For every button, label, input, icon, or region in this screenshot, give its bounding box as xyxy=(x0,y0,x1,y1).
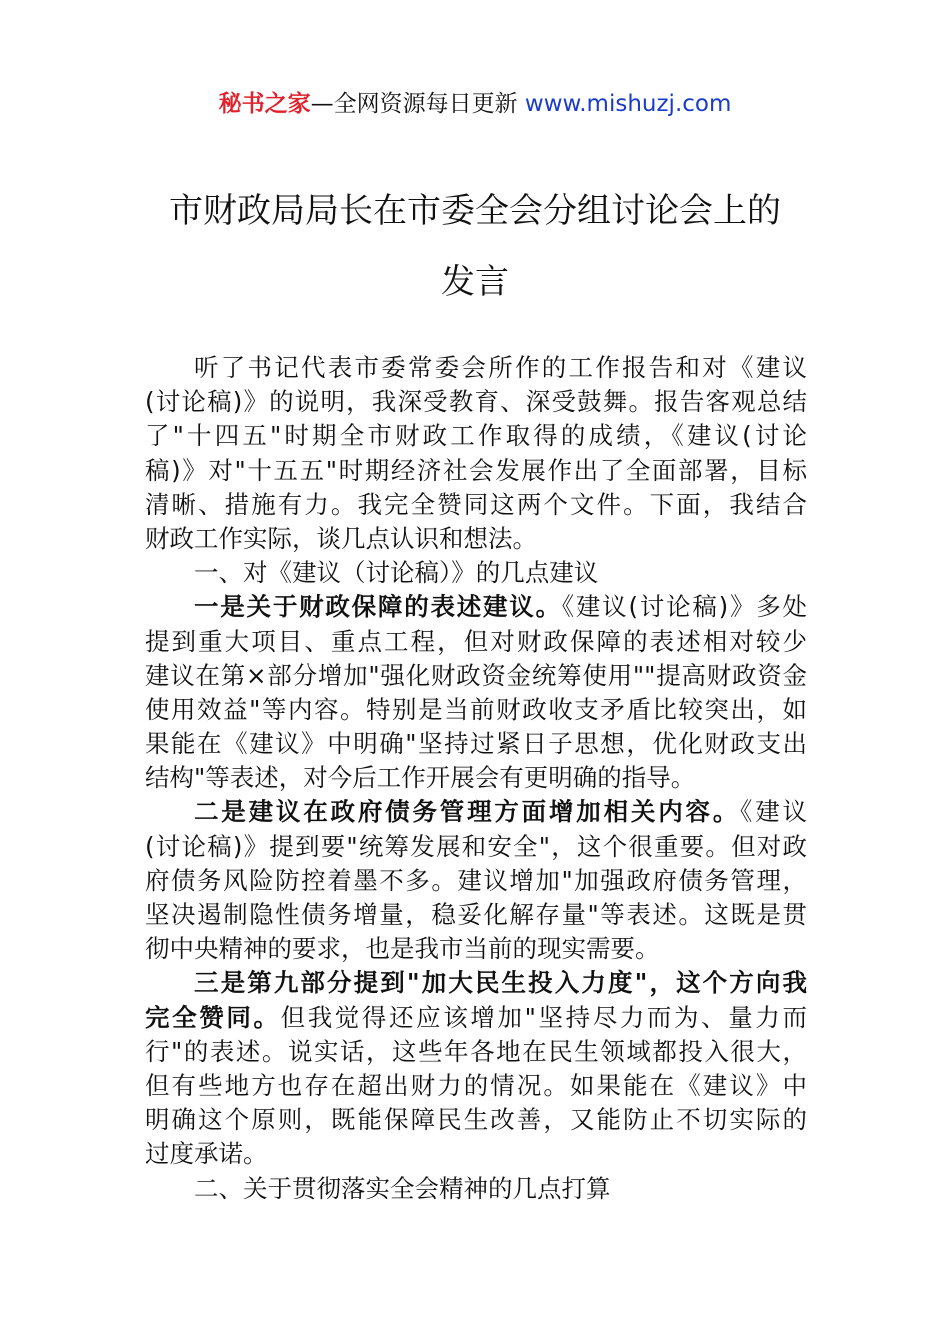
text-line xyxy=(145,659,807,693)
text-run: 行"的表述。说实话，这些年各地在民生领域都投入很大， xyxy=(145,1036,807,1066)
text-line xyxy=(145,556,807,590)
text-line xyxy=(145,590,807,624)
text-run: 明确这个原则，既能保障民生改善，又能防止不切实际的 xyxy=(145,1105,807,1135)
text-run: 结构"等表述，对今后工作开展会有更明确的指导。 xyxy=(145,763,696,793)
brand-name: 秘书之家 xyxy=(218,91,311,117)
text-run: 清晰、措施有力。我完全赞同这两个文件。下面，我结合 xyxy=(145,489,807,519)
text-line xyxy=(145,727,807,761)
site-url: www.mishuzj.com xyxy=(524,91,732,117)
text-line xyxy=(145,898,807,932)
text-line xyxy=(145,351,807,385)
text-run: 果能在《建议》中明确"坚持过紧日子思想，优化财政支出 xyxy=(145,729,807,759)
text-line xyxy=(145,1103,807,1137)
text-run: (讨论稿)》提到要"统筹发展和安全"，这个很重要。但对政 xyxy=(145,831,807,861)
text-line xyxy=(145,864,807,898)
text-line xyxy=(145,1172,807,1206)
text-run: 使用效益"等内容。特别是当前财政收支矛盾比较突出，如 xyxy=(145,694,807,724)
text-line xyxy=(145,419,807,453)
bold-text: 二是建议在政府债务管理方面增加相关内容。 xyxy=(194,797,741,827)
text-line xyxy=(145,522,807,556)
document-body xyxy=(145,351,807,1206)
text-run: 二、关于贯彻落实全会精神的几点打算 xyxy=(194,1173,611,1203)
text-line xyxy=(145,454,807,488)
text-run: 建议在第×部分增加"强化财政资金统筹使用""提高财政资金 xyxy=(145,660,807,690)
text-line xyxy=(145,385,807,419)
text-run: 稿)》对"十五五"时期经济社会发展作出了全面部署，目标 xyxy=(145,455,807,485)
text-run: 过度承诺。 xyxy=(145,1139,268,1169)
text-line xyxy=(145,625,807,659)
text-run: 彻中央精神的要求，也是我市当前的现实需要。 xyxy=(145,934,660,964)
text-line xyxy=(145,1035,807,1069)
text-line xyxy=(145,830,807,864)
text-run: 坚决遏制隐性债务增量，稳妥化解存量"等表述。这既是贯 xyxy=(145,900,807,929)
text-line xyxy=(145,1069,807,1103)
text-line xyxy=(145,795,807,829)
text-run: 财政工作实际，谈几点认识和想法。 xyxy=(145,523,537,553)
document-title-line-2: 发言 xyxy=(441,262,509,302)
text-run: (讨论稿)》的说明，我深受教育、深受鼓舞。报告客观总结 xyxy=(145,387,807,417)
text-run: 府债务风险防控着墨不多。建议增加"加强政府债务管理， xyxy=(145,865,807,895)
text-run: 提到重大项目、重点工程，但对财政保障的表述相对较少 xyxy=(145,626,807,656)
text-line xyxy=(145,761,807,795)
text-line xyxy=(145,488,807,522)
text-run: 一、对《建议（讨论稿）》的几点建议 xyxy=(194,558,599,588)
text-line xyxy=(145,932,807,966)
text-run: 了"十四五"时期全市财政工作取得的成绩，《建议(讨论 xyxy=(145,421,807,451)
text-run: 但有些地方也存在超出财力的情况。如果能在《建议》中 xyxy=(145,1070,807,1100)
site-header xyxy=(0,88,950,120)
header-tagline: —全网资源每日更新 xyxy=(310,91,525,117)
text-run: 《建议(讨论稿)》多处 xyxy=(561,592,808,622)
text-run: 听了书记代表市委常委会所作的工作报告和对《建议 xyxy=(194,353,807,382)
text-line xyxy=(145,966,807,1000)
text-line xyxy=(145,1001,807,1035)
text-line xyxy=(145,1137,807,1171)
bold-text: 三是第九部分提到"加大民生投入力度"，这个方向我 xyxy=(194,968,807,998)
bold-text: 一是关于财政保障的表述建议。 xyxy=(194,592,562,622)
text-line xyxy=(145,693,807,727)
text-run: 《建议 xyxy=(740,797,808,827)
text-run: 但我觉得还应该增加"坚持尽力而为、量力而 xyxy=(280,1002,807,1032)
document-title-line-1: 市财政局局长在市委全会分组讨论会上的 xyxy=(169,191,781,231)
bold-text: 完全赞同。 xyxy=(145,1002,281,1032)
